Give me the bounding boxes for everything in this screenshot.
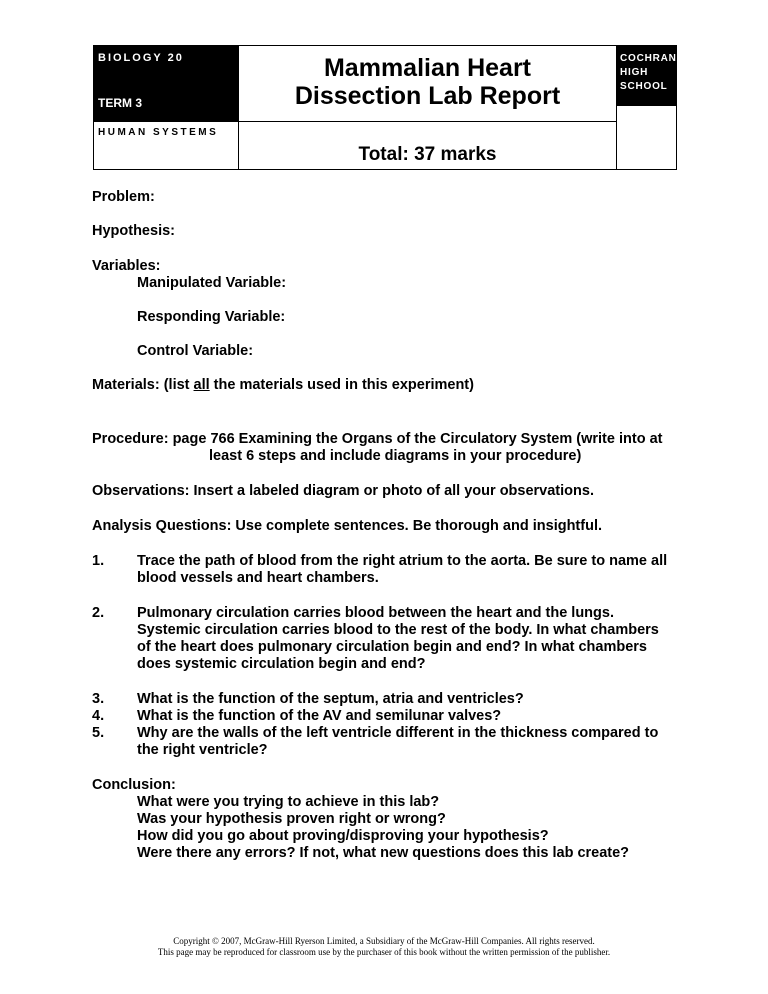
title-line-2: Dissection Lab Report (294, 82, 561, 110)
total-marks: Total: 37 marks (358, 144, 497, 165)
title-line-1: Mammalian Heart (323, 54, 532, 82)
conclusion-item: How did you go about proving/disproving your hypothesis? (137, 828, 549, 844)
question-2-line-4: does systemic circulation begin and end? (137, 656, 426, 672)
question-number: 1. (92, 553, 105, 569)
school-block (617, 46, 685, 106)
conclusion-item: Was your hypothesis proven right or wrong? (137, 811, 446, 827)
school-line-1: COCHRANE (620, 53, 685, 64)
school-line-2: HIGH (620, 67, 649, 78)
responding-variable-label: Responding Variable: (137, 309, 286, 325)
school-label (620, 52, 684, 94)
course-term-block (94, 46, 238, 121)
question-number: 5. (92, 725, 105, 741)
header-left-box (93, 45, 239, 170)
question-5-line-2: the right ventricle? (137, 742, 268, 758)
problem-label: Problem: (92, 189, 155, 205)
question-3-line-1: What is the function of the septum, atria and ventricles? (137, 691, 524, 707)
school-line-3: SCHOOL (620, 81, 668, 92)
permission-line: This page may be reproduced for classroom use by the purchaser of this book without the written permission of the publisher. (157, 947, 611, 957)
materials-text-b: the materials used in this experiment) (209, 377, 474, 393)
manipulated-variable-label: Manipulated Variable: (137, 275, 287, 291)
hypothesis-label: Hypothesis: (92, 223, 175, 239)
header-divider (239, 121, 616, 122)
materials-text-a: Materials: (list (92, 377, 194, 393)
question-number: 4. (92, 708, 105, 724)
question-2-line-1: Pulmonary circulation carries blood between the heart and the lungs. (137, 605, 614, 621)
question-1-line-2: blood vessels and heart chambers. (137, 570, 379, 586)
observations-label: Observations: Insert a labeled diagram or photo of all your observations. (92, 483, 594, 499)
question-2-line-3: of the heart does pulmonary circulation begin and end? In what chambers (137, 639, 647, 655)
materials-emphasis: all (193, 377, 210, 393)
course-label: BIOLOGY 20 (98, 52, 184, 64)
question-4-line-1: What is the function of the AV and semilunar valves? (137, 708, 502, 724)
question-5-line-1: Why are the walls of the left ventricle different in the thickness compared to (137, 725, 659, 741)
page-title (239, 54, 616, 110)
procedure-line-2: least 6 steps and include diagrams in your procedure) (209, 448, 582, 464)
term-label: TERM 3 (98, 96, 143, 110)
conclusion-item: What were you trying to achieve in this lab? (137, 794, 440, 810)
copyright-line: Copyright © 2007, McGraw-Hill Ryerson Limited, a Subsidiary of the McGraw-Hill Companies. All rights reserved. (173, 936, 595, 946)
conclusion-item: Were there any errors? If not, what new questions does this lab create? (137, 845, 630, 861)
procedure-line-1: Procedure: page 766 Examining the Organs of the Circulatory System (write into at (92, 431, 663, 447)
materials-label (92, 376, 474, 394)
unit-block (94, 121, 238, 170)
control-variable-label: Control Variable: (137, 343, 254, 359)
question-number: 2. (92, 605, 105, 621)
question-number: 3. (92, 691, 105, 707)
unit-label: HUMAN SYSTEMS (98, 127, 219, 138)
analysis-label: Analysis Questions: Use complete sentences. Be thorough and insightful. (92, 518, 603, 534)
header-school-box (616, 45, 685, 170)
variables-label: Variables: (92, 258, 161, 274)
header-title-box (238, 45, 617, 170)
conclusion-label: Conclusion: (92, 777, 176, 793)
question-2-line-2: Systemic circulation carries blood to the rest of the body. In what chambers (137, 622, 659, 638)
question-1-line-1: Trace the path of blood from the right atrium to the aorta. Be sure to name all (137, 553, 668, 569)
